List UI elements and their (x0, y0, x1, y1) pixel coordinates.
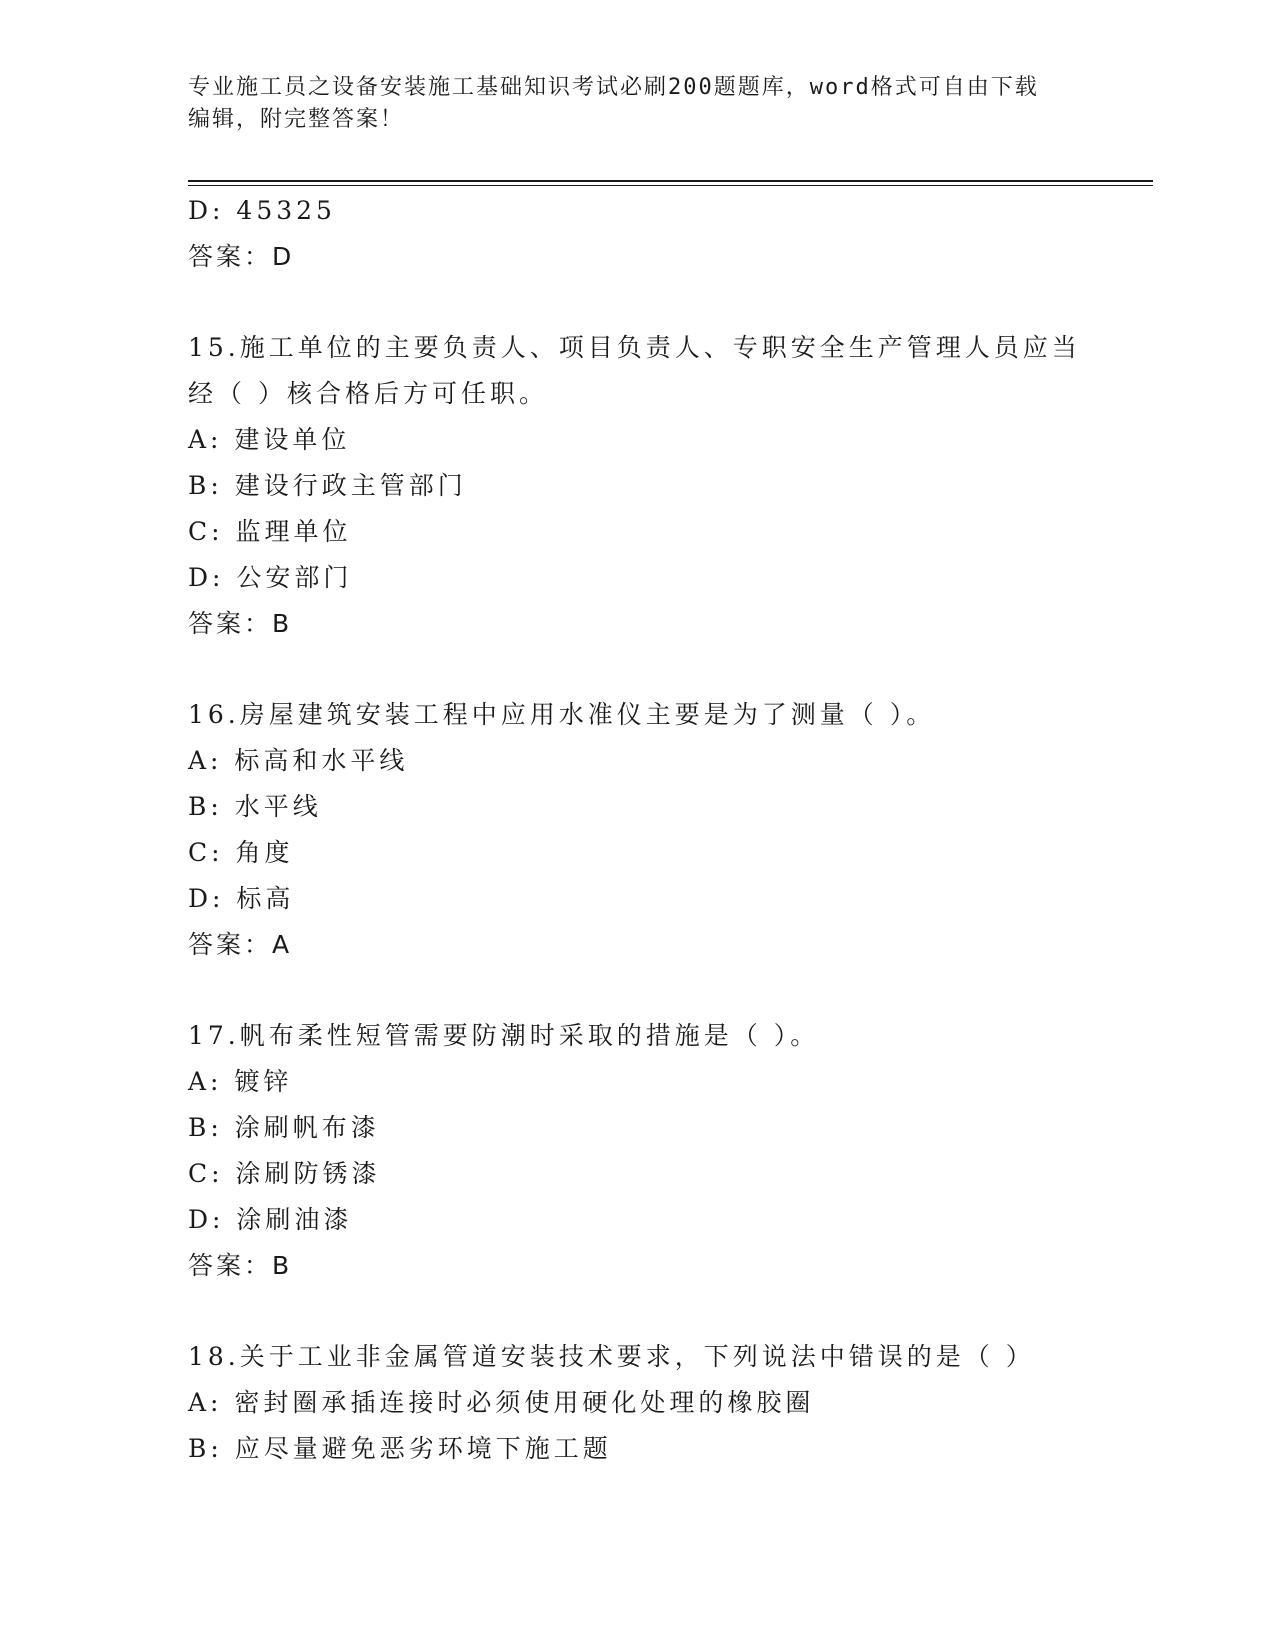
question-18 (188, 1334, 1108, 1472)
question-stem-line: 17.帆布柔性短管需要防潮时采取的措施是（ ）。 (188, 1021, 820, 1050)
question-spacer (188, 647, 1108, 692)
option-a: A: 镀锌 (188, 1067, 293, 1096)
option-c: C: 角度 (188, 838, 294, 867)
option-b: B: 应尽量避免恶劣环境下施工题 (188, 1434, 612, 1463)
option-b: B: 水平线 (188, 792, 322, 821)
option-c: C: 监理单位 (188, 517, 352, 546)
option-c: C: 涂刷防锈漆 (188, 1159, 381, 1188)
answer-line: 答案：B (188, 1251, 293, 1280)
option-a: A: 建设单位 (188, 425, 351, 454)
question-17 (188, 1013, 1108, 1289)
question-spacer (188, 1289, 1108, 1334)
question-stem-line: 16.房屋建筑安装工程中应用水准仪主要是为了测量（ ）。 (188, 700, 936, 729)
header-divider-thin (188, 185, 1153, 186)
question-spacer (188, 968, 1108, 1013)
question-stem-line: 15.施工单位的主要负责人、项目负责人、专职安全生产管理人员应当 (188, 333, 1081, 362)
option-a: A: 标高和水平线 (188, 746, 409, 775)
question-stem-line: 经（ ）核合格后方可任职。 (188, 379, 548, 408)
document-header (188, 72, 1088, 136)
option-d: D: 标高 (188, 884, 295, 913)
answer-line: 答案：B (188, 609, 293, 638)
header-title-line-2: 编辑，附完整答案！ (188, 107, 405, 132)
option-d: D: 45325 (188, 196, 336, 225)
header-title-line-1: 专业施工员之设备安装施工基础知识考试必刷200题题库，word格式可自由下载 (188, 75, 1039, 100)
option-b: B: 建设行政主管部门 (188, 471, 467, 500)
question-15 (188, 325, 1108, 647)
question-spacer (188, 280, 1108, 325)
question-16 (188, 692, 1108, 968)
question-stem-line: 18.关于工业非金属管道安装技术要求，下列说法中错误的是（ ） (188, 1342, 1035, 1371)
option-d: D: 涂刷油漆 (188, 1205, 353, 1234)
option-a: A: 密封圈承插连接时必须使用硬化处理的橡胶圈 (188, 1388, 815, 1417)
answer-line: 答案：D (188, 242, 295, 271)
question-list (188, 188, 1108, 1472)
answer-line: 答案：A (188, 930, 293, 959)
option-d: D: 公安部门 (188, 563, 353, 592)
option-b: B: 涂刷帆布漆 (188, 1113, 380, 1142)
header-divider-thick (188, 180, 1153, 182)
